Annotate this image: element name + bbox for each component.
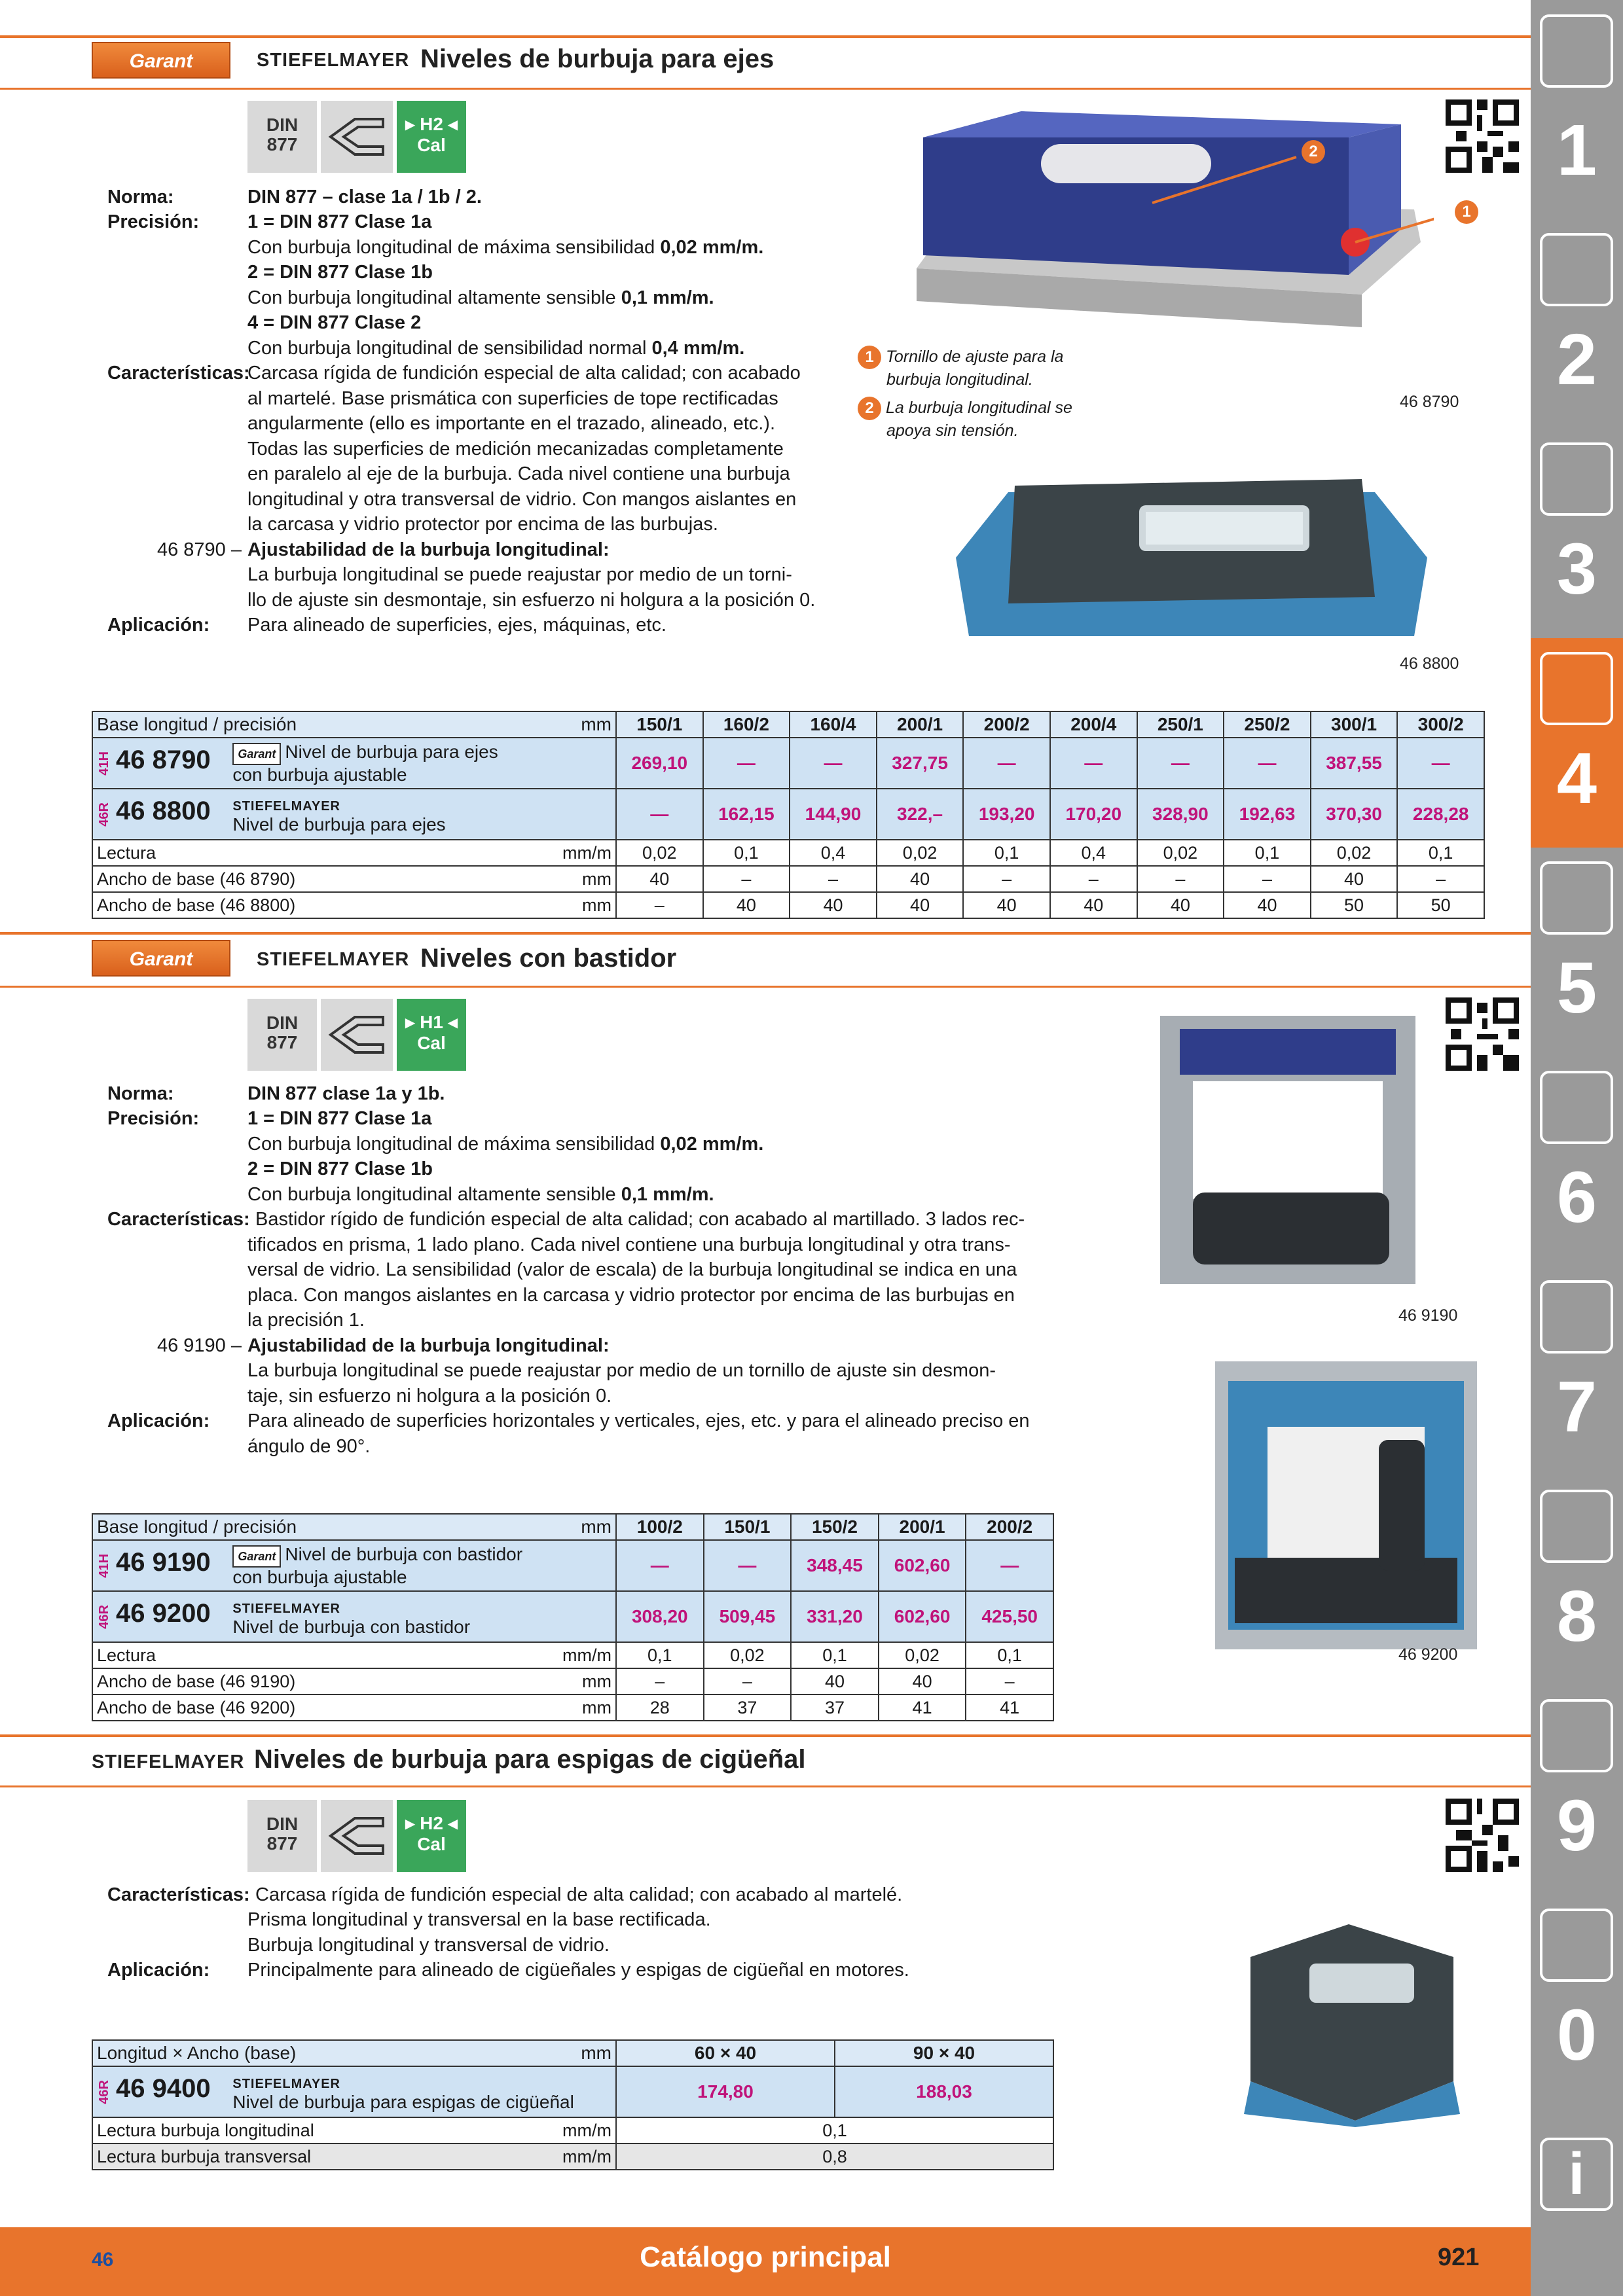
section3-icons (247, 1800, 466, 1872)
spec-cell: 37 (704, 1695, 792, 1721)
precision-2-title: 2 = DIN 877 Clase 1b (247, 1158, 433, 1179)
image-caption: 46 9190 (1398, 1306, 1458, 1325)
aplicacion-label: Aplicación: (107, 1410, 210, 1431)
section1-brand: STIEFELMAYER (257, 50, 410, 71)
spec-cell: 0,4 (790, 840, 877, 866)
spec-label: Ancho de base (46 8800) mm (92, 892, 616, 918)
din-icon: DIN 877 (247, 101, 317, 173)
caracteristicas-line: versal de vidrio. La sensibilidad (valor de escala) de la burbuja longitudinal se indica en una (247, 1259, 1017, 1280)
article-number: 46 9190 (116, 1547, 211, 1577)
spec-cell: 28 (616, 1695, 704, 1721)
spec-cell: 0,1 (963, 840, 1050, 866)
price-cell: — (966, 1540, 1053, 1591)
spirit-level-468800-image (956, 466, 1427, 656)
callout-2-note: 2 La burbuja longitudinal se apoya sin tensión. (858, 397, 1072, 442)
spec-cell: – (703, 866, 790, 892)
aplicacion-line: ángulo de 90°. (247, 1436, 371, 1457)
adjust-title: Ajustabilidad de la burbuja longitudinal: (247, 1335, 610, 1356)
spec-cell: – (1224, 866, 1311, 892)
article-number: 46 8800 (116, 796, 211, 825)
qr-code-icon (1446, 1799, 1519, 1872)
caracteristicas-line: Burbuja longitudinal y transversal de vidrio. (247, 1935, 610, 1956)
price-cell: 269,10 (616, 738, 703, 789)
precision-1-title: 1 = DIN 877 Clase 1a (247, 211, 432, 232)
price-cell: 162,15 (703, 789, 790, 840)
caracteristicas-line: en paralelo al eje de la burbuja. Cada nivel contiene una burbuja (247, 463, 790, 484)
caracteristicas-line: Todas las superficies de medición mecanizadas completamente (247, 439, 784, 459)
drill-icon[interactable] (1540, 14, 1613, 88)
prism-level-icon (321, 1800, 393, 1872)
adjust-title: Ajustabilidad de la burbuja longitudinal: (247, 539, 610, 560)
caliper-icon[interactable] (1540, 652, 1613, 725)
price-cell: 602,60 (879, 1540, 966, 1591)
section2-icons (247, 999, 466, 1071)
chapter-number-active[interactable]: 4 (1556, 738, 1597, 819)
spec-cell: – (1050, 866, 1137, 892)
spec-cell: 40 (963, 892, 1050, 918)
safety-goggles-icon[interactable] (1540, 1909, 1613, 1982)
caracteristicas-line: Prisma longitudinal y transversal en la base rectificada. (247, 1909, 711, 1930)
spec-cell: – (1397, 866, 1484, 892)
spec-label: Ancho de base (46 8790) mm (92, 866, 616, 892)
norma-value: DIN 877 clase 1a y 1b. (247, 1083, 445, 1104)
spec-cell: 40 (791, 1668, 879, 1695)
table-col-header: 150/2 (791, 1514, 879, 1540)
spec-cell: 0,02 (877, 840, 964, 866)
caracteristicas-line: la precisión 1. (247, 1310, 365, 1331)
frame-level-469190-image (1154, 1009, 1422, 1291)
table-col-header: 60 × 40 (616, 2040, 835, 2066)
section3-price-table (92, 2039, 1054, 2170)
section3-description (107, 1882, 1063, 1987)
price-cell: 174,80 (616, 2066, 835, 2117)
section2-top-rule (0, 932, 1531, 935)
price-cell: 144,90 (790, 789, 877, 840)
calibration-icon: ▸ H2 ◂ Cal (397, 101, 466, 173)
section2-title-rule (0, 986, 1531, 988)
calibration-icon: ▸ H2 ◂ Cal (397, 1800, 466, 1872)
aplicacion-label: Aplicación: (107, 1960, 210, 1981)
spec-cell: – (616, 1668, 704, 1695)
caracteristicas-line: al martelé. Base prismática con superficies de tope rectificadas (247, 388, 778, 409)
spec-cell: 50 (1311, 892, 1398, 918)
insert-icon[interactable] (1540, 233, 1613, 306)
norma-label: Norma: (107, 1083, 174, 1104)
spec-cell: 41 (966, 1695, 1053, 1721)
chapter-number[interactable]: 3 (1556, 529, 1597, 609)
table-col-header: 300/2 (1397, 711, 1484, 738)
prism-level-icon (321, 999, 393, 1071)
table-row (92, 1540, 1053, 1591)
aplicacion-value: Para alineado de superficies, ejes, máquinas, etc. (247, 615, 666, 636)
spec-cell: – (704, 1668, 792, 1695)
adjust-line: llo de ajuste sin desmontaje, sin esfuerzo ni holgura a la posición 0. (247, 590, 816, 611)
table-col-header: 200/4 (1050, 711, 1137, 738)
spec-cell: 0,02 (879, 1642, 966, 1668)
image-caption: 46 8800 (1400, 655, 1459, 673)
callout-2-marker: 2 (1302, 140, 1325, 164)
callout-1-marker: 1 (1455, 200, 1478, 224)
section1-title-rule (0, 88, 1531, 90)
price-cell: — (703, 738, 790, 789)
price-cell: — (704, 1540, 792, 1591)
precision-4-title: 4 = DIN 877 Clase 2 (247, 312, 422, 333)
page-number-left: 46 (92, 2249, 114, 2270)
price-cell: 193,20 (963, 789, 1050, 840)
price-cell: 387,55 (1311, 738, 1398, 789)
price-cell: — (1224, 738, 1311, 789)
spec-row (92, 2117, 1053, 2144)
table-head-label: Longitud × Ancho (base) mm (92, 2040, 616, 2066)
section1-price-table (92, 711, 1485, 919)
table-head-label: Base longitud / precisión mm (92, 1514, 616, 1540)
article-number: 46 8790 (116, 745, 211, 774)
callout-1-note: 1 Tornillo de ajuste para la burbuja longitudinal. (858, 346, 1063, 391)
table-col-header: 150/1 (704, 1514, 792, 1540)
spec-cell: – (1137, 866, 1224, 892)
price-cell: 328,90 (1137, 789, 1224, 840)
spec-row (92, 2144, 1053, 2170)
section3-top-rule (0, 1734, 1531, 1737)
spec-cell: – (616, 892, 703, 918)
chapter-number[interactable]: 8 (1556, 1576, 1597, 1657)
adjust-prefix: 46 8790 – (156, 539, 242, 560)
image-caption: 46 9200 (1398, 1645, 1458, 1664)
adjust-line: La burbuja longitudinal se puede reajustar por medio de un torni- (247, 564, 792, 585)
price-cell: — (616, 1540, 704, 1591)
price-cell: 188,03 (835, 2066, 1053, 2117)
table-row (92, 2066, 1053, 2117)
chapter-number[interactable]: 0 (1556, 1995, 1597, 2075)
spec-cell: 40 (877, 866, 964, 892)
price-cell: — (1137, 738, 1224, 789)
section2-description (107, 1081, 1063, 1461)
precision-label: Precisión: (107, 211, 200, 232)
spec-cell: 0,1 (966, 1642, 1053, 1668)
chapter-number[interactable]: 5 (1556, 948, 1597, 1028)
price-cell: 602,60 (879, 1591, 966, 1642)
caracteristicas-line: Carcasa rígida de fundición especial de alta calidad; con acabado al martelé. (255, 1884, 903, 1905)
spec-cell: 40 (879, 1668, 966, 1695)
aplicacion-line: Para alineado de superficies horizontales y verticales, ejes, etc. y para el alineado preciso en (247, 1410, 1030, 1431)
spec-cell: 0,02 (1137, 840, 1224, 866)
spec-label: Lectura burbuja transversal mm/m (92, 2144, 616, 2170)
article-cell: 41H 46 9190 Garant Nivel de burbuja con bastidor con burbuja ajustable (92, 1540, 616, 1591)
article-cell: 41H 46 8790 Garant Nivel de burbuja para ejes con burbuja ajustable (92, 738, 616, 789)
info-icon[interactable]: i (1540, 2138, 1613, 2211)
frame-level-469200-image (1215, 1361, 1477, 1649)
section3-title: Niveles de burbuja para espigas de cigüeñal (254, 1745, 806, 1774)
price-cell: — (616, 789, 703, 840)
spec-cell: 0,1 (791, 1642, 879, 1668)
spec-row (92, 892, 1484, 918)
spec-cell: 40 (1050, 892, 1137, 918)
precision-2-title: 2 = DIN 877 Clase 1b (247, 262, 433, 283)
spec-label: Lectura burbuja longitudinal mm/m (92, 2117, 616, 2144)
table-row (92, 789, 1484, 840)
price-cell: 331,20 (791, 1591, 879, 1642)
toolbox-icon[interactable] (1540, 1490, 1613, 1563)
chapter-number[interactable]: 1 (1556, 110, 1597, 190)
spec-row (92, 866, 1484, 892)
price-cell: 192,63 (1224, 789, 1311, 840)
caracteristicas-line: Bastidor rígido de fundición especial de alta calidad; con acabado al martillado. 3 lados rec- (255, 1209, 1025, 1230)
garant-logo: Garant (92, 42, 230, 79)
table-col-header: 200/1 (879, 1514, 966, 1540)
spec-cell: 40 (790, 892, 877, 918)
spec-cell: 41 (879, 1695, 966, 1721)
spec-row (92, 840, 1484, 866)
caracteristicas-label: Características: (107, 1209, 250, 1230)
section3-brand: STIEFELMAYER (92, 1751, 245, 1772)
article-number: 46 9400 (116, 2073, 211, 2103)
table-col-header: 150/1 (616, 711, 703, 738)
spec-cell: 40 (616, 866, 703, 892)
price-cell: 509,45 (704, 1591, 792, 1642)
calibration-icon: ▸ H1 ◂ Cal (397, 999, 466, 1071)
table-col-header: 160/2 (703, 711, 790, 738)
precision-1-text: Con burbuja longitudinal de máxima sensibilidad 0,02 mm/m. (247, 237, 764, 258)
spec-cell: 40 (703, 892, 790, 918)
page-number-right: 921 (1438, 2244, 1480, 2271)
article-cell: 46R 46 9400 STIEFELMAYER Nivel de burbuja para espigas de cigüeñal (92, 2066, 616, 2117)
spec-cell: 40 (1311, 866, 1398, 892)
spec-cell: 0,1 (703, 840, 790, 866)
catalog-title: Catálogo principal (640, 2241, 891, 2273)
qr-code-icon (1446, 997, 1519, 1071)
table-col-header: 250/1 (1137, 711, 1224, 738)
table-col-header: 100/2 (616, 1514, 704, 1540)
din-icon: DIN 877 (247, 1800, 317, 1872)
section2-price-table (92, 1513, 1054, 1721)
section1-icons (247, 101, 466, 173)
caracteristicas-label: Características: (107, 1884, 250, 1905)
section2-brand: STIEFELMAYER (257, 949, 410, 970)
chapter-number[interactable]: 9 (1556, 1785, 1597, 1866)
price-cell: — (1050, 738, 1137, 789)
article-cell: 46R 46 9200 STIEFELMAYER Nivel de burbuja con bastidor (92, 1591, 616, 1642)
spec-cell: – (966, 1668, 1053, 1695)
caracteristicas-line: Carcasa rígida de fundición especial de alta calidad; con acabado (247, 363, 801, 384)
crankshaft-level-image (1231, 1918, 1473, 2127)
spec-cell: 0,02 (704, 1642, 792, 1668)
chapter-number[interactable]: 6 (1556, 1157, 1597, 1238)
caracteristicas-line: placa. Con mangos aislantes en la carcasa y vidrio protector por encima de las burbujas en (247, 1285, 1015, 1306)
price-cell: — (1397, 738, 1484, 789)
price-cell: 308,20 (616, 1591, 704, 1642)
spec-cell: 50 (1397, 892, 1484, 918)
section2-title: Niveles con bastidor (420, 944, 677, 973)
spec-label: Lectura mm/m (92, 840, 616, 866)
spec-label: Ancho de base (46 9190) mm (92, 1668, 616, 1695)
price-cell: 348,45 (791, 1540, 879, 1591)
din-icon: DIN 877 (247, 999, 317, 1071)
table-col-header: 250/2 (1224, 711, 1311, 738)
price-cell: — (790, 738, 877, 789)
caracteristicas-line: angularmente (ello es importante en el trazado, alineado, etc.). (247, 413, 776, 434)
tool-holder-icon[interactable] (1540, 442, 1613, 516)
spec-cell: 40 (1137, 892, 1224, 918)
norma-value: DIN 877 – clase 1a / 1b / 2. (247, 187, 482, 207)
garant-logo: Garant (92, 940, 230, 977)
spec-cell: 0,4 (1050, 840, 1137, 866)
table-head-label: Base longitud / precisión mm (92, 711, 616, 738)
table-col-header: 200/1 (877, 711, 964, 738)
spec-cell: 0,02 (616, 840, 703, 866)
spec-cell: – (790, 866, 877, 892)
spec-cell: 40 (1224, 892, 1311, 918)
table-col-header: 90 × 40 (835, 2040, 1053, 2066)
pliers-icon[interactable] (1540, 1280, 1613, 1354)
caracteristicas-label: Características: (107, 363, 250, 384)
article-cell: 46R 46 8800 STIEFELMAYER Nivel de burbuja para ejes (92, 789, 616, 840)
precision-2-text: Con burbuja longitudinal altamente sensible 0,1 mm/m. (247, 287, 714, 308)
price-cell: 327,75 (877, 738, 964, 789)
spec-cell: 0,02 (1311, 840, 1398, 866)
aplicacion-value: Principalmente para alineado de cigüeñales y espigas de cigüeñal en motores. (247, 1960, 909, 1981)
top-rule (0, 35, 1531, 38)
spec-cell: 40 (877, 892, 964, 918)
spec-cell: 0,1 (1224, 840, 1311, 866)
prism-level-icon (321, 101, 393, 173)
precision-4-text: Con burbuja longitudinal de sensibilidad normal 0,4 mm/m. (247, 338, 745, 359)
cabinet-icon[interactable] (1540, 1699, 1613, 1772)
table-col-header: 200/2 (963, 711, 1050, 738)
spec-row (92, 1695, 1053, 1721)
caracteristicas-line: la carcasa y vidrio protector por encima de las burbujas. (247, 514, 718, 535)
precision-label: Precisión: (107, 1108, 200, 1129)
chapter-number[interactable]: 7 (1556, 1367, 1597, 1447)
table-col-header: 300/1 (1311, 711, 1398, 738)
spec-cell: 0,8 (616, 2144, 1053, 2170)
section3-title-rule (0, 1785, 1531, 1787)
chapter-number[interactable]: 2 (1556, 319, 1597, 400)
table-col-header: 200/2 (966, 1514, 1053, 1540)
price-cell: — (963, 738, 1050, 789)
spec-cell: 37 (791, 1695, 879, 1721)
price-cell: 170,20 (1050, 789, 1137, 840)
wrench-icon[interactable] (1540, 1071, 1613, 1144)
spec-cell: – (963, 866, 1050, 892)
caracteristicas-line: longitudinal y otra transversal de vidrio. Con mangos aislantes en (247, 489, 797, 510)
spec-row (92, 1668, 1053, 1695)
spec-label: Ancho de base (46 9200) mm (92, 1695, 616, 1721)
table-col-header: 160/4 (790, 711, 877, 738)
price-cell: 425,50 (966, 1591, 1053, 1642)
spec-label: Lectura mm/m (92, 1642, 616, 1668)
article-number: 46 9200 (116, 1598, 211, 1628)
image-caption: 46 8790 (1400, 393, 1459, 411)
aplicacion-label: Aplicación: (107, 615, 210, 636)
qr-code-icon (1446, 99, 1519, 173)
adjust-prefix: 46 9190 – (156, 1335, 242, 1356)
price-cell: 228,28 (1397, 789, 1484, 840)
price-cell: 322,– (877, 789, 964, 840)
caracteristicas-line: tificados en prisma, 1 lado plano. Cada nivel contiene una burbuja longitudinal y otra trans- (247, 1234, 1011, 1255)
price-cell: 370,30 (1311, 789, 1398, 840)
spec-cell: 0,1 (1397, 840, 1484, 866)
table-row (92, 738, 1484, 789)
spec-cell: 0,1 (616, 1642, 704, 1668)
spec-cell: 0,1 (616, 2117, 1053, 2144)
precision-1-text: Con burbuja longitudinal de máxima sensibilidad 0,02 mm/m. (247, 1134, 764, 1155)
table-row (92, 1591, 1053, 1642)
precision-1-title: 1 = DIN 877 Clase 1a (247, 1108, 432, 1129)
grinding-disc-icon[interactable] (1540, 861, 1613, 935)
adjust-line: taje, sin esfuerzo ni holgura a la posición 0. (247, 1386, 612, 1407)
norma-label: Norma: (107, 187, 174, 207)
section1-title: Niveles de burbuja para ejes (420, 45, 775, 73)
section1-description (107, 185, 880, 636)
spec-row (92, 1642, 1053, 1668)
adjust-line: La burbuja longitudinal se puede reajustar por medio de un tornillo de ajuste sin desmon- (247, 1360, 996, 1381)
precision-2-text: Con burbuja longitudinal altamente sensible 0,1 mm/m. (247, 1184, 714, 1205)
